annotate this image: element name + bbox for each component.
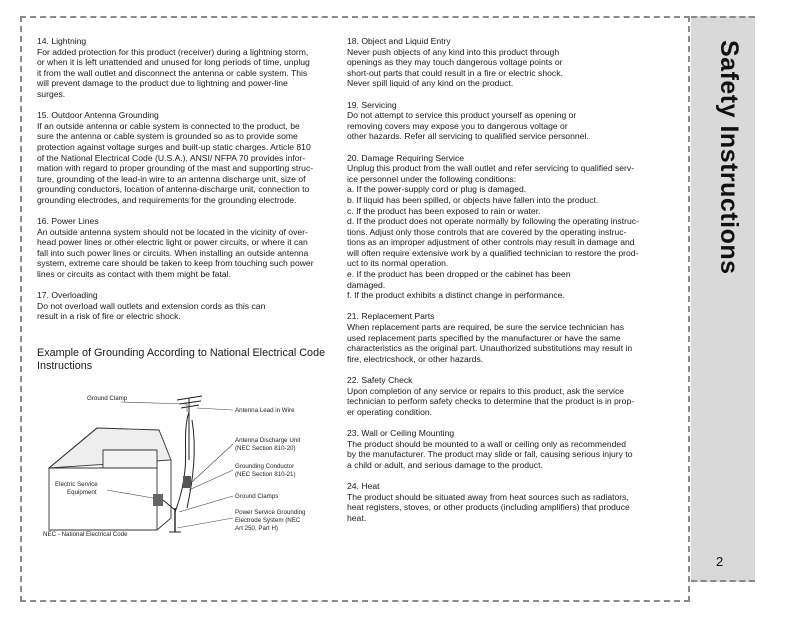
section-1 (37, 36, 327, 100)
section-5 (347, 375, 657, 417)
section-text-line: characteristics as the original part. Unauthorized substitutions may result in (347, 343, 633, 354)
section-text-line: heat. (347, 512, 367, 523)
sidebar-title: Safety Instructions (715, 40, 743, 275)
section-text-line: of the National Electrical Code (U.S.A.), ANSI/ NFPA 70 provides infor- (37, 152, 306, 163)
section-3 (347, 153, 657, 301)
section-text-line: protection against voltage surges and built-up static charges. Article 810 (37, 141, 311, 152)
section-text-line: removing covers may expose you to dangerous voltage or (347, 120, 568, 131)
label-nec: NEC - National Electrical Code (43, 531, 128, 538)
section-text-line: used replacement parts specified by the manufacturer or have the same (347, 332, 621, 343)
section-text-line: ture, grounding of the lead-in wire to an antenna discharge unit, size of (37, 173, 306, 184)
section-2 (347, 100, 657, 142)
section-text-line: it from the wall outlet and disconnect the antenna or cable system. This (37, 67, 308, 78)
section-text-line: mation with regard to proper grounding of the mast and supporting struc- (37, 163, 314, 174)
section-text-line: When replacement parts are required, be sure the service technician has (347, 322, 625, 333)
section-text-line: by the manufacturer. The product may slide or fall, causing serious injury to (347, 449, 633, 460)
section-text-line: a child or adult, and serious damage to the product. (347, 459, 543, 470)
section-text-line: grounding electrodes, and requirements for the grounding electrode. (37, 194, 297, 205)
section-text-line: d. If the product does not operate normally by following the operating instruc- (347, 216, 639, 227)
section-heading: 22. Safety Check (347, 375, 413, 385)
section-text-line: Never spill liquid of any kind on the product. (347, 78, 514, 89)
label-electrode-2: Electrode System (NEC (235, 517, 301, 524)
label-antenna-lead: Antenna Lead in Wire (235, 407, 295, 414)
section-text-line: system, extreme care should be taken to keep from touching such power (37, 258, 314, 269)
section-heading: 19. Servicing (347, 99, 397, 110)
label-ground-clamp: Ground Clamp (87, 395, 128, 402)
left-column (37, 36, 327, 333)
label-electrode-3: Art 250, Part H) (235, 525, 278, 532)
section-2 (37, 110, 327, 205)
section-heading: 16. Power Lines (37, 216, 99, 227)
section-heading: 23. Wall or Ceiling Mounting (347, 427, 455, 438)
house-illustration (49, 428, 171, 530)
section-text-line: will often require extensive work by a qualified technician to restore the prod- (347, 247, 639, 258)
section-text-line: damaged. (347, 279, 386, 290)
label-grounding-conductor: Grounding Conductor (235, 463, 295, 470)
section-text-line: technician to perform safety checks to determine that the product is in prop- (347, 396, 635, 407)
section-text-line: f. If the product exhibits a distinct change in performance. (347, 290, 565, 301)
label-conductor-section: (NEC Section 810-21) (235, 471, 296, 478)
section-4 (37, 290, 327, 322)
section-text-line: Upon completion of any service or repairs to this product, ask the service (347, 385, 625, 396)
section-4 (347, 311, 657, 364)
label-electrode-1: Power Service Grounding (235, 509, 306, 516)
section-1 (347, 36, 657, 89)
section-text-line: a. If the power-supply cord or plug is damaged. (347, 184, 527, 195)
section-text-line: fire, electricshock, or other hazards. (347, 353, 484, 364)
section-text-line: If an outside antenna or cable system is connected to the product, be (37, 120, 300, 131)
section-text-line: grounding conductors, location of antenna-discharge unit, connection to (37, 184, 310, 195)
section-text-line: openings as they may touch dangerous voltage points or (347, 57, 563, 68)
antenna-mast (175, 396, 202, 512)
section-text-line: Do not attempt to service this product yourself as opening or (347, 110, 577, 121)
section-text-line: Unplug this product from the wall outlet and refer servicing to qualified serv- (347, 163, 635, 174)
section-heading: 18. Object and Liquid Entry (347, 36, 451, 46)
section-text-line: heat registers, stoves, or other products (including amplifiers) that produce (347, 502, 630, 513)
section-heading: 20. Damage Requiring Service (347, 152, 465, 163)
discharge-unit (183, 476, 191, 488)
section-heading: 21. Replacement Parts (347, 311, 435, 322)
section-text-line: b. If liquid has been spilled, or objects have fallen into the product. (347, 194, 599, 205)
section-text-line: The product should be situated away from heat sources such as radiators, (347, 491, 629, 502)
section-text-line: er operating condition. (347, 406, 433, 417)
label-equipment: Equipment (67, 489, 97, 496)
section-7 (347, 481, 657, 523)
section-text-line: result in a risk of fire or electric shock. (37, 311, 181, 322)
section-text-line: other hazards. Refer all servicing to qualified service personnel. (347, 131, 589, 142)
section-text-line: c. If the product has been exposed to rain or water. (347, 205, 541, 216)
section-text-line: tions as an improper adjustment of other controls may result in damage and (347, 237, 635, 248)
section-text-line: e. If the product has been dropped or the cabinet has been (347, 269, 571, 280)
page-number: 2 (716, 554, 724, 569)
section-text-line: Never push objects of any kind into this product through (347, 46, 560, 57)
section-text-line: or when it is left unattended and unused for long periods of time, unplug (37, 57, 310, 68)
label-discharge-section: (NEC Section 810-20) (235, 445, 296, 452)
section-heading: 17. Overloading (37, 290, 98, 301)
section-text-line: ice personnel under the following conditions: (347, 173, 517, 184)
section-heading: 24. Heat (347, 480, 380, 491)
label-discharge-unit: Antenna Discharge Unit (235, 437, 301, 444)
section-text-line: lines or circuits as contact with them might be fatal. (37, 269, 231, 280)
section-text-line: An outside antenna system should not be located in the vicinity of over- (37, 226, 308, 237)
section-text-line: sure the antenna or cable system is grounded so as to provide some (37, 131, 298, 142)
section-text-line: tions. Adjust only those controls that are covered by the operating instruc- (347, 226, 627, 237)
section-text-line: Do not overload wall outlets and extension cords as this can (37, 300, 266, 311)
section-text-line: For added protection for this product (receiver) during a lightning storm, (37, 46, 309, 57)
service-box (153, 494, 163, 506)
section-text-line: fall into such power lines or circuits. When installing an outside antenna (37, 247, 309, 258)
grounding-diagram (37, 390, 337, 540)
example-title: Example of Grounding According to National Electrical Code Instructions (37, 347, 326, 372)
label-ground-clamps: Ground Clamps (235, 493, 279, 500)
section-text-line: surges. (37, 88, 66, 99)
right-column (347, 36, 657, 534)
section-heading: 15. Outdoor Antenna Grounding (37, 110, 159, 121)
section-text-line: uct to its normal operation. (347, 258, 449, 269)
section-text-line: will prevent damage to the product due to lightning and power-line (37, 78, 288, 89)
section-text-line: short-out parts that could result in a fire or electric shock. (347, 67, 563, 78)
section-3 (37, 216, 327, 280)
section-text-line: The product should be mounted to a wall or ceiling only as recommended (347, 438, 626, 449)
section-heading: 14. Lightning (37, 36, 87, 46)
label-electric-service: Electric Service (55, 481, 98, 488)
section-text-line: head power lines or other electric light or power circuits, or where it can (37, 237, 308, 248)
section-6 (347, 428, 657, 470)
